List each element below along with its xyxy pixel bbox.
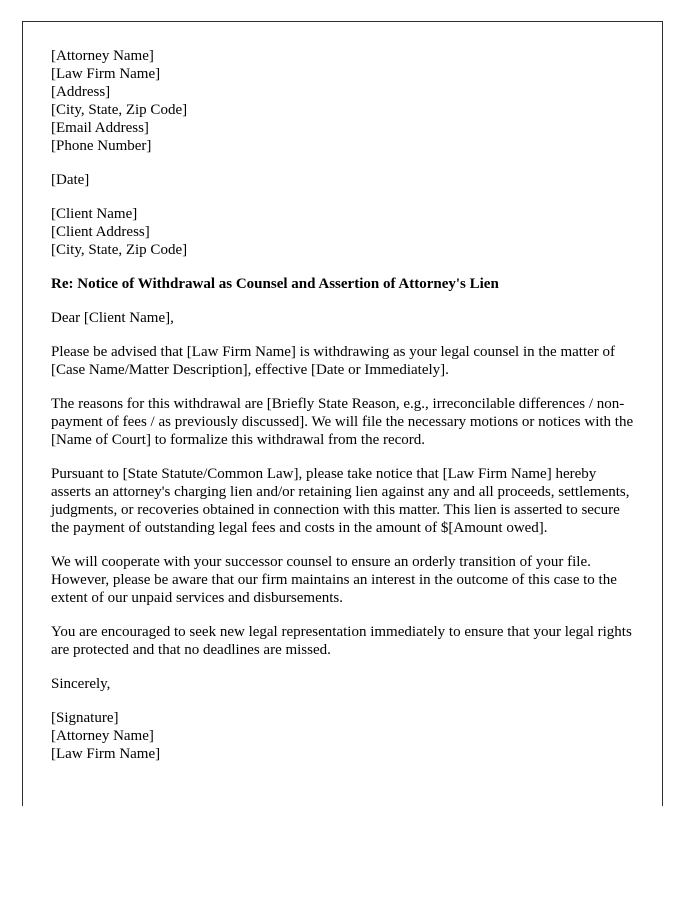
body-paragraph-transition: We will cooperate with your successor counsel to ensure an orderly transition of your file. However, please be aware that our firm maintains an interest in the outcome of this case to the extent of our unpaid services and disbursements.	[51, 554, 617, 606]
sender-line: [Attorney Name]	[51, 48, 154, 64]
signature-block	[51, 709, 634, 763]
recipient-line: [Client Address]	[51, 224, 150, 240]
date-line: [Date]	[51, 172, 90, 188]
sender-line: [Address]	[51, 84, 111, 100]
subject-line: Re: Notice of Withdrawal as Counsel and Assertion of Attorney's Lien	[51, 276, 499, 292]
closing: Sincerely,	[51, 676, 111, 692]
body-paragraph-lien-assertion: Pursuant to [State Statute/Common Law], please take notice that [Law Firm Name] hereby asserts an attorney's charging lien and/or retaining lien against any and all proceeds, settlements, judgments, or recoveries obtained in connection with this matter. This lien is asserted to secure the payment of outstanding legal fees and costs in the amount of $[Amount owed].	[51, 466, 630, 536]
sender-line: [Law Firm Name]	[51, 66, 161, 82]
letter-container	[22, 21, 663, 806]
recipient-line: [Client Name]	[51, 206, 138, 222]
sender-line: [City, State, Zip Code]	[51, 102, 188, 118]
sender-line: [Phone Number]	[51, 138, 152, 154]
sender-line: [Email Address]	[51, 120, 149, 136]
body-paragraph-new-representation: You are encouraged to seek new legal representation immediately to ensure that your legal rights are protected and that no deadlines are missed.	[51, 624, 632, 658]
recipient-line: [City, State, Zip Code]	[51, 242, 188, 258]
signature-line: [Signature]	[51, 710, 119, 726]
recipient-address-block	[51, 205, 634, 259]
signature-line: [Attorney Name]	[51, 728, 154, 744]
signature-line: [Law Firm Name]	[51, 746, 161, 762]
body-paragraph-withdrawal-notice: Please be advised that [Law Firm Name] is withdrawing as your legal counsel in the matter of [Case Name/Matter Description], effective [Date or Immediately].	[51, 344, 616, 378]
body-paragraph-reasons: The reasons for this withdrawal are [Briefly State Reason, e.g., irreconcilable differences / non-payment of fees / as previously discussed]. We will file the necessary motions or notices with the [Name of Court] to formalize this withdrawal from the record.	[51, 396, 634, 448]
sender-address-block	[51, 47, 634, 155]
salutation: Dear [Client Name],	[51, 310, 174, 326]
